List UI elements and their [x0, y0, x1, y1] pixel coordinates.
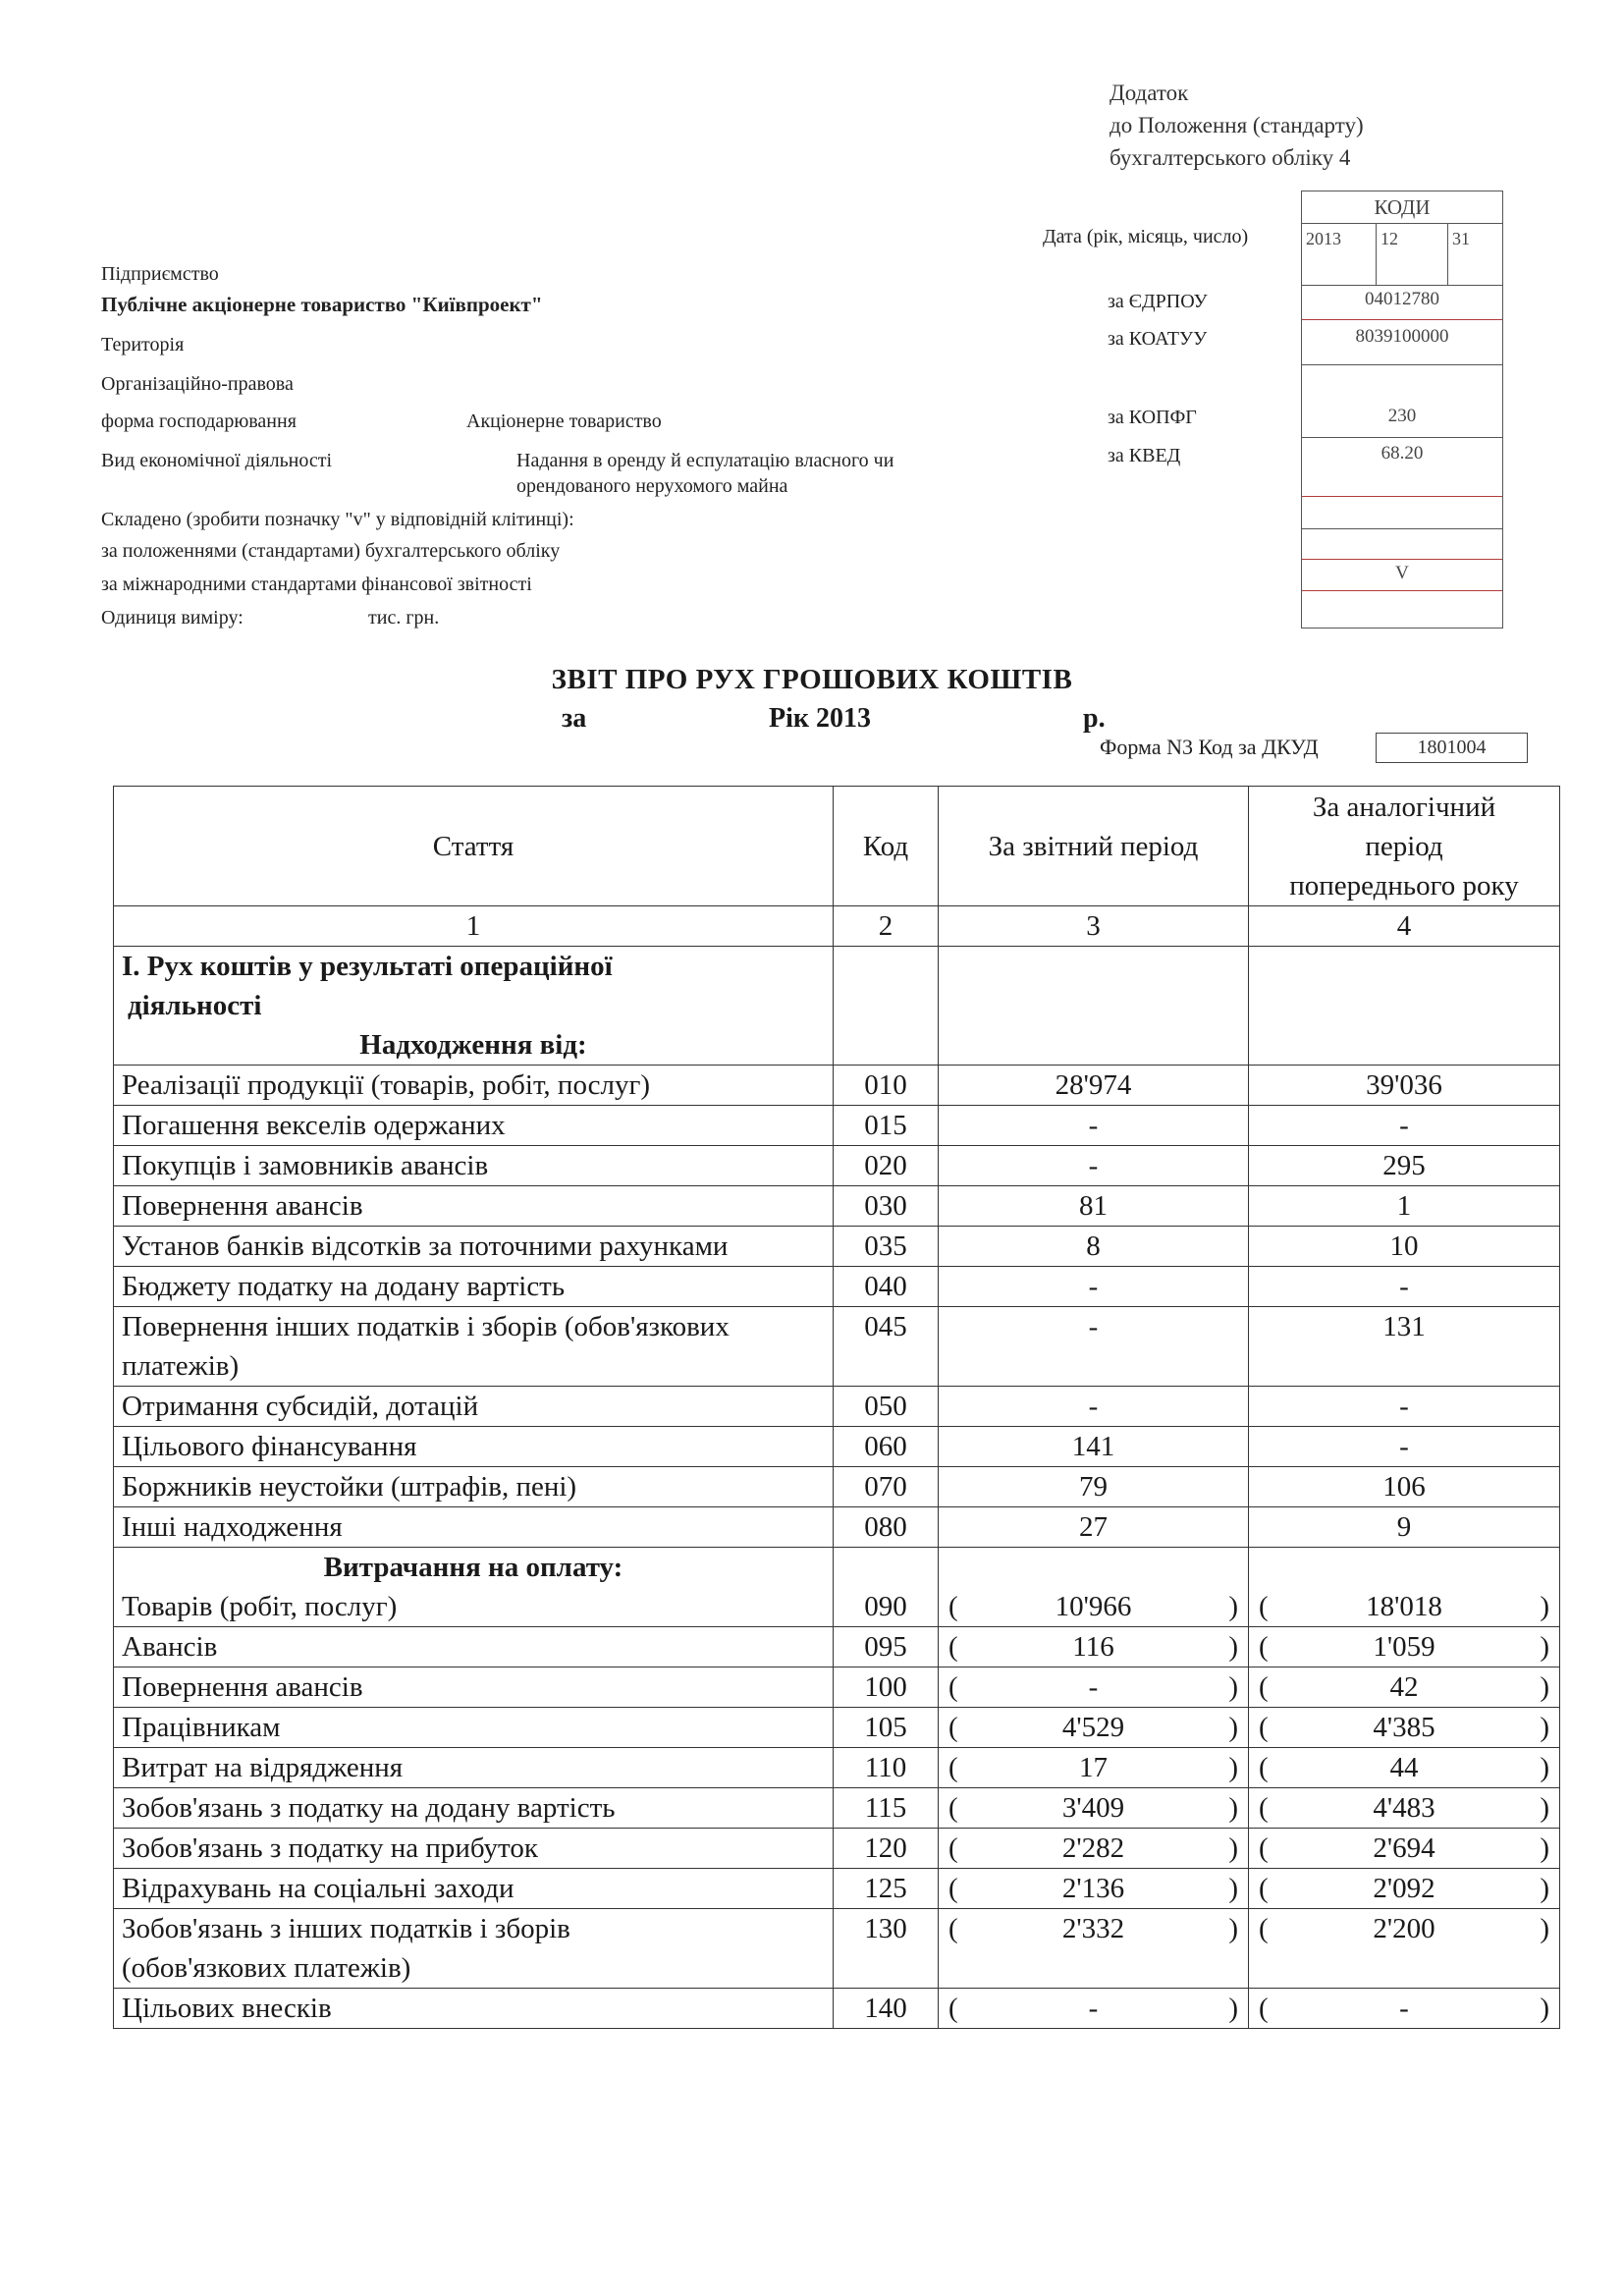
row-label-cell	[114, 1708, 834, 1748]
close-paren: )	[1228, 1631, 1238, 1663]
row-previous	[1249, 1989, 1560, 2029]
row-previous: 9	[1249, 1507, 1560, 1548]
row-current	[939, 1829, 1249, 1869]
row-previous	[1249, 1708, 1560, 1748]
close-paren: )	[1228, 1832, 1238, 1864]
row-label: Цільового фінансування	[122, 1431, 417, 1462]
table-row	[114, 1267, 1560, 1307]
open-paren: (	[948, 1832, 958, 1864]
open-paren: (	[1259, 1712, 1269, 1743]
open-paren: (	[1259, 1873, 1269, 1904]
compiled-p-standards: за положеннями (стандартами) бухгалтерського обліку	[101, 540, 561, 562]
row-code: 060	[834, 1427, 939, 1467]
bracketed-value	[947, 1587, 1240, 1626]
row-label: Товарів (робіт, послуг)	[122, 1591, 398, 1622]
bracketed-value	[947, 1748, 1240, 1787]
activity-value: орендованого нерухомого майна	[516, 475, 788, 497]
row-label: Зобов'язань з податку на прибуток	[122, 1832, 538, 1864]
row-code: 120	[834, 1829, 939, 1869]
row-previous: -	[1249, 1267, 1560, 1307]
open-paren: (	[1259, 1792, 1269, 1824]
kved-value: 68.20	[1380, 443, 1424, 464]
koatuu-value: 8039100000	[1355, 326, 1449, 347]
income-subheading: Надходження від:	[359, 1029, 587, 1061]
close-paren: )	[1540, 1792, 1549, 1824]
header-current: За звітний період	[939, 787, 1249, 906]
row-label: Авансів	[122, 1631, 218, 1663]
org-form-label: форма господарювання	[101, 410, 297, 432]
row-label-cont: (обов'язкових платежів)	[122, 1952, 411, 1984]
appendix-line: до Положення (стандарту)	[1110, 113, 1364, 137]
row-previous: 10	[1249, 1227, 1560, 1267]
row-label-cell	[114, 1307, 834, 1387]
open-paren: (	[948, 1712, 958, 1743]
row-label: Цільових внесків	[122, 1993, 332, 2024]
row-current	[939, 1708, 1249, 1748]
activity-value: Надання в оренду й еспулатацію власного чи	[516, 450, 894, 471]
codes-divider	[1302, 437, 1502, 438]
close-paren: )	[1228, 1712, 1238, 1743]
row-previous: 295	[1249, 1146, 1560, 1186]
bracketed-value	[947, 1829, 1240, 1868]
row-current-value: 2'136	[1061, 1873, 1125, 1904]
row-previous	[1249, 1829, 1560, 1869]
bracketed-value	[947, 1667, 1240, 1707]
date-year: 2013	[1306, 229, 1341, 248]
kved-label: за КВЕД	[1108, 445, 1181, 466]
row-previous: -	[1249, 1387, 1560, 1427]
codes-divider	[1447, 223, 1448, 285]
row-code: 050	[834, 1387, 939, 1427]
row-previous: -	[1249, 1427, 1560, 1467]
open-paren: (	[948, 1631, 958, 1663]
edrpou-label: за ЄДРПОУ	[1108, 291, 1208, 312]
bracketed-value	[1257, 1587, 1551, 1626]
row-previous-value: 2'694	[1373, 1832, 1435, 1864]
bracketed-value	[1257, 1667, 1551, 1707]
row-code: 010	[834, 1066, 939, 1106]
table-row	[114, 1307, 1560, 1387]
header-previous-line: попереднього року	[1289, 869, 1519, 902]
row-previous	[1249, 1667, 1560, 1708]
compiled-label: Складено (зробити позначку "v" у відповідній клітинці):	[101, 509, 574, 530]
row-current-value: 2'282	[1061, 1832, 1125, 1864]
row-current: -	[939, 1387, 1249, 1427]
row-code: 035	[834, 1227, 939, 1267]
cash-flow-table	[113, 786, 1560, 2029]
row-previous: 106	[1249, 1467, 1560, 1507]
open-paren: (	[948, 1591, 958, 1622]
row-previous: 131	[1249, 1307, 1560, 1387]
row-current: 8	[939, 1227, 1249, 1267]
row-label: Погашення векселів одержаних	[122, 1110, 506, 1141]
report-r: р.	[1083, 703, 1106, 734]
row-label: Повернення авансів	[122, 1671, 363, 1703]
table-row	[114, 1186, 1560, 1227]
table-row	[114, 1066, 1560, 1106]
territory-label: Територія	[101, 334, 185, 355]
open-paren: (	[1259, 1631, 1269, 1663]
row-current	[939, 1909, 1249, 1989]
open-paren: (	[948, 1671, 958, 1703]
close-paren: )	[1540, 1631, 1549, 1663]
appendix-note	[1110, 77, 1364, 174]
close-paren: )	[1540, 1873, 1549, 1904]
codes-divider	[1302, 559, 1502, 560]
section-cell	[114, 947, 834, 1066]
row-previous-value: 4'385	[1373, 1712, 1435, 1743]
row-current	[939, 1788, 1249, 1829]
column-number: 4	[1249, 906, 1560, 947]
row-current	[939, 1869, 1249, 1909]
row-previous: 39'036	[1249, 1066, 1560, 1106]
open-paren: (	[1259, 1591, 1269, 1622]
table-row	[114, 1788, 1560, 1829]
row-current-value: 116	[1072, 1631, 1114, 1663]
row-previous	[1249, 1909, 1560, 1989]
open-paren: (	[948, 1913, 958, 1944]
kopfg-label: за КОПФГ	[1108, 407, 1197, 428]
bracketed-value	[947, 1708, 1240, 1747]
row-previous	[1249, 1788, 1560, 1829]
row-previous: 1	[1249, 1186, 1560, 1227]
column-number: 3	[939, 906, 1249, 947]
row-label: Боржників неустойки (штрафів, пені)	[122, 1471, 577, 1503]
bracketed-value	[947, 1627, 1240, 1667]
row-code: 140	[834, 1989, 939, 2029]
table-row	[114, 1869, 1560, 1909]
row-code: 045	[834, 1307, 939, 1387]
row-label: Працівникам	[122, 1712, 281, 1743]
enterprise-label: Підприємство	[101, 263, 219, 285]
bracketed-value	[947, 1909, 1240, 1948]
row-label-cell	[114, 1909, 834, 1989]
bracketed-value	[1257, 1627, 1551, 1667]
open-paren: (	[948, 1792, 958, 1824]
row-label: Установ банків відсотків за поточними рахунками	[122, 1230, 729, 1262]
row-code: 115	[834, 1788, 939, 1829]
open-paren: (	[1259, 1671, 1269, 1703]
codes-divider	[1302, 285, 1502, 286]
row-current	[939, 1627, 1249, 1667]
codes-divider	[1302, 590, 1502, 591]
section-title: діяльності	[128, 990, 262, 1021]
empty-cell	[834, 947, 939, 1066]
table-row	[114, 1708, 1560, 1748]
row-current: -	[939, 1146, 1249, 1186]
row-current	[939, 1667, 1249, 1708]
bracketed-value	[947, 1788, 1240, 1828]
column-number: 1	[114, 906, 834, 947]
appendix-line: Додаток	[1110, 81, 1189, 105]
row-label: Повернення авансів	[122, 1190, 363, 1222]
row-previous	[1249, 1869, 1560, 1909]
row-label-cell	[114, 1627, 834, 1667]
open-paren: (	[948, 1873, 958, 1904]
row-current: 28'974	[939, 1066, 1249, 1106]
report-title: ЗВІТ ПРО РУХ ГРОШОВИХ КОШТІВ	[551, 664, 1073, 695]
row-current-value: 17	[1079, 1752, 1108, 1783]
table-row	[114, 1829, 1560, 1869]
row-current: 27	[939, 1507, 1249, 1548]
close-paren: )	[1540, 1712, 1549, 1743]
bracketed-value	[1257, 1788, 1551, 1828]
close-paren: )	[1540, 1671, 1549, 1703]
row-current-value: 10'966	[1055, 1591, 1132, 1622]
row-label: Відрахувань на соціальні заходи	[122, 1873, 514, 1904]
org-form-label: Організаційно-правова	[101, 373, 294, 395]
table-row	[114, 1909, 1560, 1989]
row-label-cell	[114, 1227, 834, 1267]
date-month: 12	[1380, 229, 1398, 248]
codes-divider	[1302, 223, 1502, 224]
table-row	[114, 1106, 1560, 1146]
header-previous-line: За аналогічний	[1312, 791, 1496, 823]
open-paren: (	[1259, 1913, 1269, 1944]
column-number-row	[114, 906, 1560, 947]
bracketed-value	[1257, 1869, 1551, 1908]
row-label-cell	[114, 1467, 834, 1507]
row-previous-value: 2'092	[1373, 1873, 1435, 1904]
row-code: 095	[834, 1627, 939, 1667]
close-paren: )	[1540, 1832, 1549, 1864]
row-label: Отримання субсидій, дотацій	[122, 1391, 479, 1422]
row-label: Бюджету податку на додану вартість	[122, 1271, 566, 1302]
open-paren: (	[1259, 1993, 1269, 2024]
row-current-value: -	[1088, 1993, 1099, 2024]
row-previous-value: 2'200	[1373, 1913, 1435, 1944]
dkud-code: 1801004	[1376, 733, 1528, 763]
open-paren: (	[1259, 1832, 1269, 1864]
section-row	[114, 947, 1560, 1066]
codes-divider	[1302, 364, 1502, 365]
enterprise-name: Публічне акціонерне товариство "Київпроект"	[101, 293, 543, 316]
row-label-cell	[114, 1829, 834, 1869]
close-paren: )	[1228, 1913, 1238, 1944]
table-row	[114, 1427, 1560, 1467]
row-label-cell	[114, 1066, 834, 1106]
row-previous-value: 44	[1389, 1752, 1419, 1783]
table-row	[114, 1667, 1560, 1708]
close-paren: )	[1228, 1993, 1238, 2024]
close-paren: )	[1540, 1993, 1549, 2024]
table-row	[114, 1507, 1560, 1548]
row-label-cell	[114, 1548, 834, 1627]
date-day: 31	[1452, 229, 1470, 248]
row-code: 130	[834, 1909, 939, 1989]
open-paren: (	[1259, 1752, 1269, 1783]
bracketed-value	[1257, 1748, 1551, 1787]
row-code: 110	[834, 1748, 939, 1788]
open-paren: (	[948, 1993, 958, 2024]
row-previous	[1249, 1548, 1560, 1627]
table-header-row	[114, 787, 1560, 906]
row-label-cell	[114, 1427, 834, 1467]
report-za: за	[562, 703, 587, 734]
row-previous-value: 4'483	[1373, 1792, 1435, 1824]
bracketed-value	[947, 1869, 1240, 1908]
form-label: Форма N3 Код за ДКУД	[1100, 735, 1319, 759]
row-label-cell	[114, 1186, 834, 1227]
row-label: Повернення інших податків і зборів (обов'язкових	[122, 1311, 730, 1342]
row-previous-value: 18'018	[1366, 1591, 1442, 1622]
row-label-cell	[114, 1106, 834, 1146]
bracketed-value	[1257, 1909, 1551, 1948]
bracketed-value	[1257, 1989, 1551, 2028]
row-current	[939, 1989, 1249, 2029]
header-previous	[1249, 787, 1560, 906]
header-code: Код	[834, 787, 939, 906]
row-current-value: 2'332	[1061, 1913, 1125, 1944]
row-label-cell	[114, 1788, 834, 1829]
close-paren: )	[1540, 1591, 1549, 1622]
codes-divider	[1302, 496, 1502, 497]
row-label: Витрат на відрядження	[122, 1752, 404, 1783]
date-label: Дата (рік, місяць, число)	[1043, 226, 1249, 247]
table-row	[114, 1989, 1560, 2029]
close-paren: )	[1228, 1671, 1238, 1703]
appendix-line: бухгалтерського обліку 4	[1110, 145, 1351, 170]
row-code: 100	[834, 1667, 939, 1708]
row-code: 080	[834, 1507, 939, 1548]
empty-cell	[1249, 947, 1560, 1066]
close-paren: )	[1540, 1913, 1549, 1944]
row-current-value: 4'529	[1061, 1712, 1125, 1743]
row-current	[939, 1748, 1249, 1788]
bracketed-value	[1257, 1708, 1551, 1747]
row-previous-value: 1'059	[1373, 1631, 1435, 1663]
edrpou-value: 04012780	[1365, 289, 1439, 309]
close-paren: )	[1228, 1873, 1238, 1904]
row-label: Покупців і замовників авансів	[122, 1150, 489, 1181]
table-row	[114, 1467, 1560, 1507]
row-label-cell	[114, 1748, 834, 1788]
row-code: 020	[834, 1146, 939, 1186]
table-row	[114, 1387, 1560, 1427]
row-code: 070	[834, 1467, 939, 1507]
row-current: 81	[939, 1186, 1249, 1227]
row-previous	[1249, 1748, 1560, 1788]
row-current: -	[939, 1307, 1249, 1387]
row-label-cell	[114, 1667, 834, 1708]
row-label-cell	[114, 1146, 834, 1186]
empty-cell	[939, 947, 1249, 1066]
row-previous: -	[1249, 1106, 1560, 1146]
row-code: 105	[834, 1708, 939, 1748]
row-previous	[1249, 1627, 1560, 1667]
row-label: Зобов'язань з податку на додану вартість	[122, 1792, 616, 1824]
row-code: 015	[834, 1106, 939, 1146]
header-article: Стаття	[114, 787, 834, 906]
codes-divider	[1302, 319, 1502, 320]
row-current: 79	[939, 1467, 1249, 1507]
codes-header: КОДИ	[1374, 195, 1431, 219]
codes-divider	[1376, 223, 1377, 285]
row-current	[939, 1548, 1249, 1627]
report-period: Рік 2013	[769, 703, 872, 734]
row-label-cell	[114, 1507, 834, 1548]
row-current: 141	[939, 1427, 1249, 1467]
row-current-value: -	[1088, 1671, 1099, 1703]
header-previous-line: період	[1365, 830, 1443, 862]
section-title: I. Рух коштів у результаті операційної	[122, 951, 613, 982]
row-previous-value: 42	[1389, 1671, 1419, 1703]
table-row	[114, 1627, 1560, 1667]
kopfg-value: 230	[1387, 406, 1417, 426]
row-label-cont: платежів)	[122, 1350, 240, 1382]
row-label: Інші надходження	[122, 1511, 343, 1543]
bracketed-value	[947, 1989, 1240, 2028]
row-code: 090	[834, 1548, 939, 1627]
close-paren: )	[1540, 1752, 1549, 1783]
unit-label: Одиниця виміру:	[101, 607, 244, 629]
expense-subheading: Витрачання на оплату:	[323, 1552, 623, 1583]
row-label-cell	[114, 1267, 834, 1307]
row-label: Зобов'язань з інших податків і зборів	[122, 1913, 570, 1944]
row-current: -	[939, 1106, 1249, 1146]
compiled-ifrs: за міжнародними стандартами фінансової звітності	[101, 574, 532, 595]
row-label-cell	[114, 1989, 834, 2029]
close-paren: )	[1228, 1752, 1238, 1783]
row-label-cell	[114, 1869, 834, 1909]
org-form-value: Акціонерне товариство	[466, 410, 662, 432]
codes-divider	[1302, 528, 1502, 529]
row-code: 040	[834, 1267, 939, 1307]
row-current: -	[939, 1267, 1249, 1307]
table-row	[114, 1548, 1560, 1627]
ifrs-mark: V	[1395, 563, 1409, 583]
table-row	[114, 1146, 1560, 1186]
row-label-cell	[114, 1387, 834, 1427]
row-current-value: 3'409	[1061, 1792, 1125, 1824]
open-paren: (	[948, 1752, 958, 1783]
close-paren: )	[1228, 1792, 1238, 1824]
row-label: Реалізації продукції (товарів, робіт, послуг)	[122, 1069, 651, 1101]
close-paren: )	[1228, 1591, 1238, 1622]
column-number: 2	[834, 906, 939, 947]
activity-label: Вид економічної діяльності	[101, 450, 333, 471]
unit-value: тис. грн.	[368, 607, 440, 629]
table-row	[114, 1227, 1560, 1267]
koatuu-label: за КОАТУУ	[1108, 328, 1208, 350]
bracketed-value	[1257, 1829, 1551, 1868]
row-code: 030	[834, 1186, 939, 1227]
row-previous-value: -	[1399, 1993, 1409, 2024]
row-code: 125	[834, 1869, 939, 1909]
codes-box	[1301, 191, 1503, 629]
table-row	[114, 1748, 1560, 1788]
